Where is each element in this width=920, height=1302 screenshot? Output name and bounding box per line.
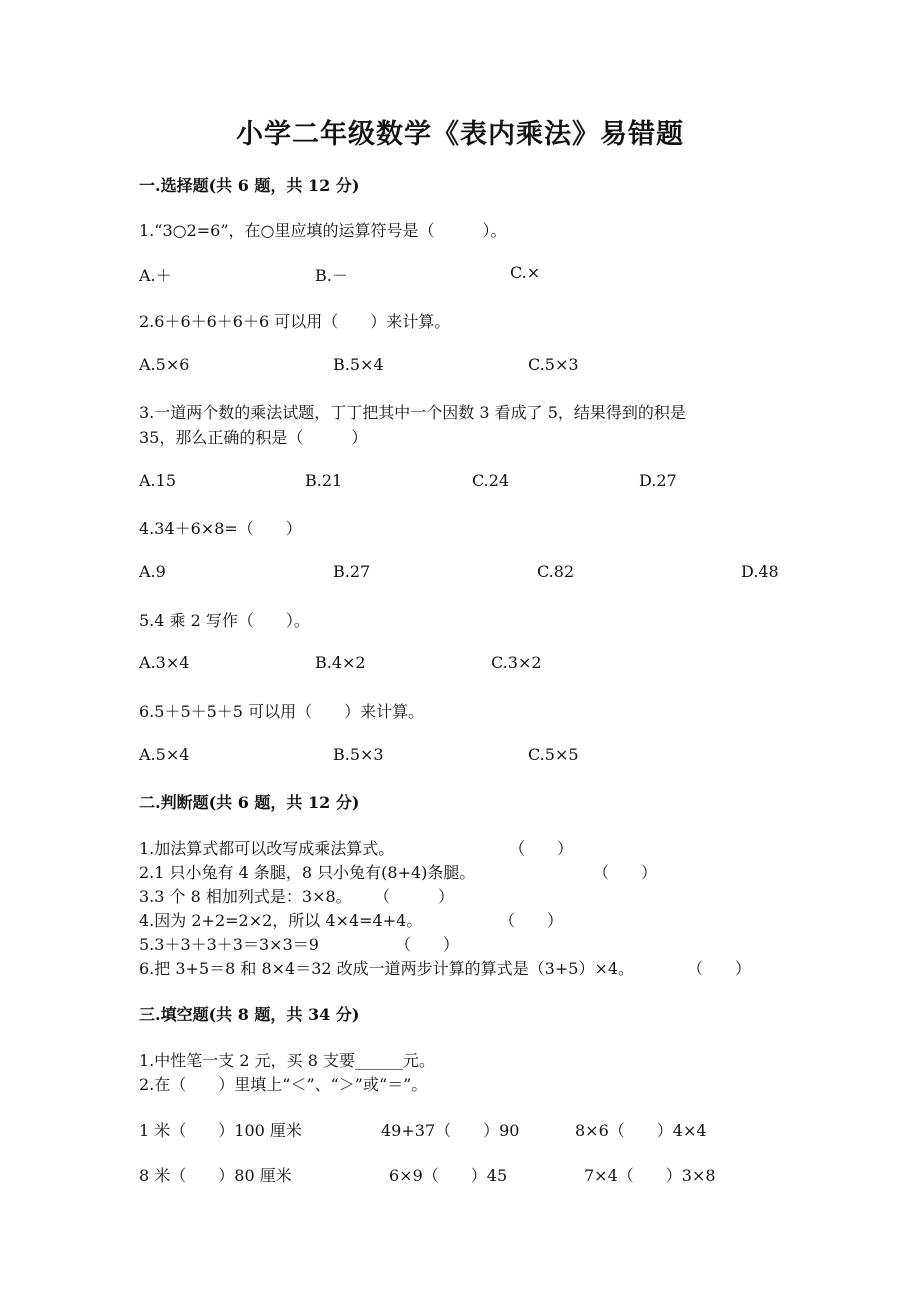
q5-option-c: C.3×2	[491, 653, 542, 672]
compare-2-2: 6×9（ ）45	[389, 1166, 508, 1185]
compare-2-3: 7×4（ ）3×8	[584, 1166, 716, 1185]
page-title: 小学二年级数学《表内乘法》易错题	[236, 119, 684, 150]
q6-option-c: C.5×5	[528, 745, 579, 764]
question-5: 5.4 乘 2 写作（ ）。	[139, 611, 310, 630]
q4-option-d: D.48	[741, 562, 779, 581]
q4-option-c: C.82	[537, 562, 575, 581]
q5-option-b: B.4×2	[315, 653, 366, 672]
compare-1-1: 1 米（ ）100 厘米	[139, 1121, 302, 1140]
q6-option-b: B.5×3	[333, 745, 384, 764]
fill-item-2: 2.在（ ）里填上“＜”、“＞”或“＝”。	[139, 1075, 428, 1094]
judgement-item-4-text: 4.因为 2+2=2×2，所以 4×4=4+4。	[139, 911, 423, 930]
question-3-line-1: 3.一道两个数的乘法试题，丁丁把其中一个因数 3 看成了 5，结果得到的积是	[139, 403, 686, 422]
q1-option-c: C.×	[510, 263, 541, 282]
q4-option-b: B.27	[333, 562, 371, 581]
q3-option-d: D.27	[639, 471, 677, 490]
question-2: 2.6＋6＋6＋6＋6 可以用（ ）来计算。	[139, 312, 451, 331]
q3-option-b: B.21	[305, 471, 343, 490]
question-1: 1.“3○2=6”，在○里应填的运算符号是（ ）。	[139, 221, 507, 240]
question-6: 6.5＋5＋5＋5 可以用（ ）来计算。	[139, 702, 425, 721]
judgement-item-1-blank: （ ）	[509, 839, 574, 858]
judgement-item-4	[139, 908, 564, 931]
judgement-item-5	[139, 932, 460, 955]
q6-option-a: A.5×4	[139, 745, 190, 764]
q2-option-b: B.5×4	[333, 355, 384, 374]
q3-option-a: A.15	[139, 471, 176, 490]
judgement-item-2-text: 2.1 只小兔有 4 条腿，8 只小兔有(8+4)条腿。	[139, 863, 476, 882]
q1-option-b: B.－	[315, 266, 348, 285]
fill-item-1: 1.中性笔一支 2 元，买 8 支要______元。	[139, 1051, 435, 1070]
judgement-item-1-text: 1.加法算式都可以改写成乘法算式。	[139, 839, 395, 858]
q2-option-c: C.5×3	[528, 355, 579, 374]
judgement-item-3-blank: （ ）	[374, 887, 455, 906]
q4-option-a: A.9	[139, 562, 166, 581]
judgement-item-2	[139, 860, 658, 883]
section-heading-choice: 一.选择题(共 6 题，共 12 分)	[139, 176, 360, 195]
judgement-item-6-text: 6.把 3+5＝8 和 8×4＝32 改成一道两步计算的算式是（3+5）×4。	[139, 959, 635, 978]
judgement-item-2-blank: （ ）	[593, 863, 658, 882]
question-3-line-2: 35，那么正确的积是（ ）	[139, 428, 368, 447]
judgement-item-6-blank: （ ）	[687, 959, 752, 978]
section-heading-fill: 三.填空题(共 8 题，共 34 分)	[139, 1005, 360, 1024]
q3-option-c: C.24	[472, 471, 510, 490]
judgement-item-5-text: 5.3＋3＋3＋3＝3×3＝9	[139, 935, 319, 954]
judgement-item-1	[139, 836, 574, 859]
judgement-item-3-text: 3.3 个 8 相加列式是：3×8。	[139, 887, 352, 906]
judgement-item-6	[139, 956, 752, 979]
judgement-item-4-blank: （ ）	[499, 911, 564, 930]
q1-option-a: A.＋	[139, 266, 172, 285]
q2-option-a: A.5×6	[139, 355, 190, 374]
compare-1-3: 8×6（ ）4×4	[575, 1121, 707, 1140]
judgement-item-3	[139, 884, 455, 907]
q5-option-a: A.3×4	[139, 653, 190, 672]
compare-1-2: 49+37（ ）90	[381, 1121, 520, 1140]
section-heading-judgement: 二.判断题(共 6 题，共 12 分)	[139, 793, 360, 812]
compare-2-1: 8 米（ ）80 厘米	[139, 1166, 292, 1185]
question-4: 4.34＋6×8=（ ）	[139, 519, 302, 538]
judgement-item-5-blank: （ ）	[395, 935, 460, 954]
